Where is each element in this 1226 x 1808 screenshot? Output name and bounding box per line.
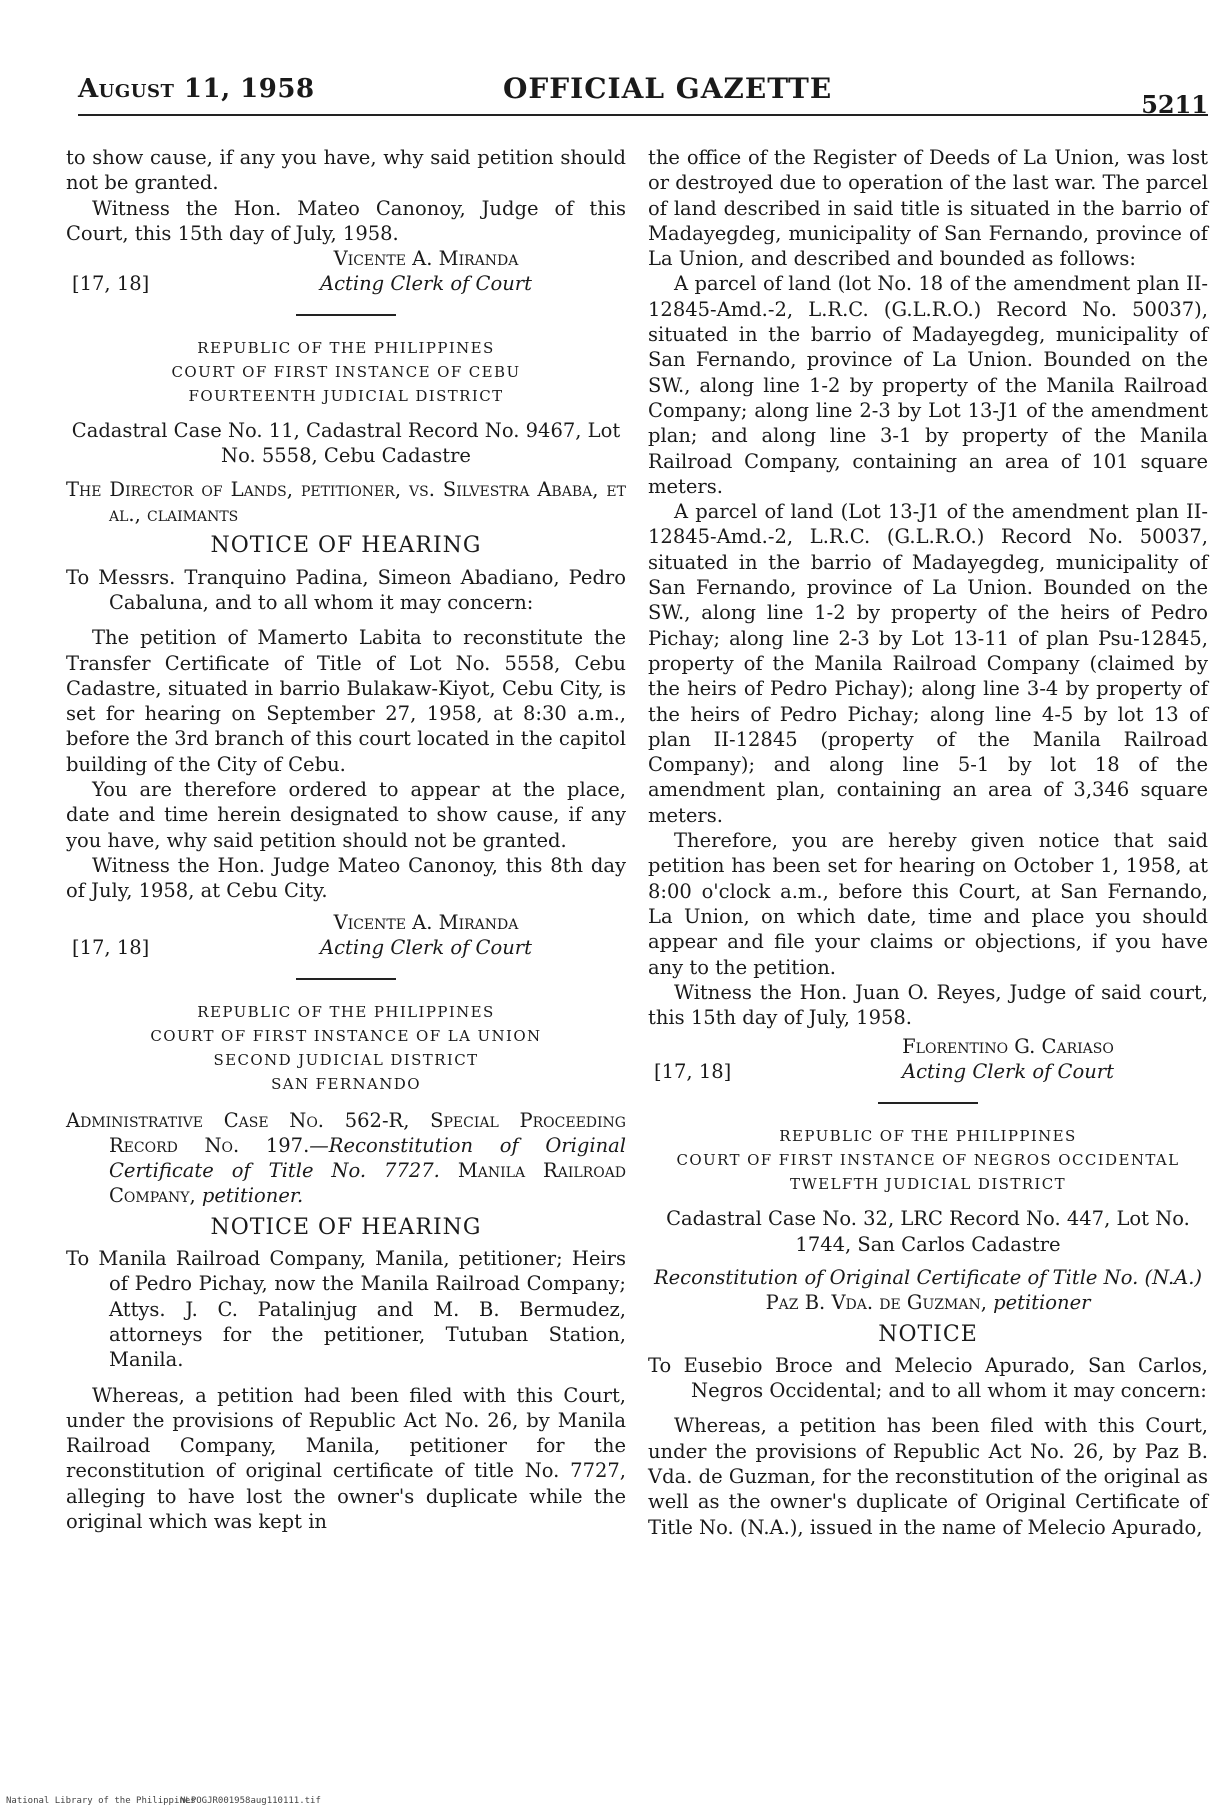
continuation-text: the office of the Register of Deeds of La Union, was lost or destroyed due to operation of the last war. The parcel of land described in said title is situated in the barrio of Madayegdeg, municipality of San Fernando, province of La Union, and described and bounded as follows: — [648, 146, 1208, 271]
clerk-title: Acting Clerk of Court — [320, 272, 532, 296]
addressees: To Messrs. Tranquino Padina, Simeon Abadiano, Pedro Cabaluna, and to all whom it may concern: — [66, 565, 626, 614]
notice-negros — [648, 1124, 1208, 1540]
clerk-title: Acting Clerk of Court — [902, 1060, 1114, 1084]
notice-cebu — [66, 336, 626, 961]
witness-clause: Witness the Hon. Judge Mateo Canonoy, this 8th day of July, 1958, at Cebu City. — [66, 853, 626, 903]
section-divider — [296, 314, 396, 316]
case-number: Administrative Case No. 562-R, Special Proceeding Record No. 197. — [66, 1108, 626, 1157]
case-title: Cadastral Case No. 32, LRC Record No. 447, Lot No. 1744, San Carlos Cadastre — [666, 1207, 1190, 1256]
footer-filename: NLPOGJR001958aug110111.tif — [180, 1796, 321, 1806]
court-line: FOURTEENTH JUDICIAL DISTRICT — [188, 387, 504, 406]
court-line: TWELFTH JUDICIAL DISTRICT — [789, 1175, 1067, 1194]
issue-ref: [17, 18] — [654, 1060, 732, 1084]
court-line: REPUBLIC OF THE PHILIPPINES — [779, 1127, 1077, 1146]
notice-heading: NOTICE — [878, 1321, 978, 1347]
court-line: SAN FERNANDO — [271, 1074, 421, 1093]
clerk-name: Florentino G. Cariaso — [902, 1035, 1114, 1059]
case-subject: Reconstitution of Original Certificate of Title No. (N.A.) — [653, 1265, 1203, 1289]
court-heading — [66, 336, 626, 408]
section-divider — [878, 1102, 978, 1104]
case-party: Paz B. Vda. de Guzman, — [765, 1291, 987, 1315]
court-line: COURT OF FIRST INSTANCE OF LA UNION — [150, 1026, 542, 1045]
right-column — [648, 145, 1208, 1540]
court-heading — [66, 1000, 626, 1096]
notice-paragraph: Therefore, you are hereby given notice that said petition has been set for hearing on October 1, 1958, at 8:00 o'clock a.m., before this Court, at San Fernando, La Union, on which date, time and place you should appear and file your claims or objections, if you have any to the petition. — [648, 829, 1208, 979]
continuation-text: to show cause, if any you have, why said petition should not be granted. — [66, 146, 626, 195]
notice-heading: NOTICE OF HEARING — [210, 1214, 482, 1240]
issue-ref: [17, 18] — [72, 272, 150, 296]
section-divider — [296, 978, 396, 980]
notice-paragraph: Whereas, a petition has been filed with this Court, under the provisions of Republic Act No. 26, by Paz B. Vda. de Guzman, for the reconstitution of the original as well as the owner's duplicate of Original Certificate of Title No. (N.A.), issued in the name of Melecio Apurado, — [648, 1414, 1208, 1539]
signature-block — [66, 246, 626, 298]
left-column — [66, 145, 626, 1534]
footer-library: National Library of the Philippines — [6, 1796, 196, 1806]
court-line: REPUBLIC OF THE PHILIPPINES — [197, 339, 495, 358]
notice-paragraph: You are therefore ordered to appear at the place, date and time herein designated to show cause, if any you have, why said petition should not be granted. — [66, 778, 626, 852]
parcel-description: A parcel of land (lot No. 18 of the amendment plan II-12845-Amd.-2, L.R.C. (G.L.R.O.) Record No. 50037), situated in the barrio of Madayegdeg, municipality of San Fernando, province of La Union. Bounded on the SW., along line 1-2 by property of the Manila Railroad Company; along line 2-3 by Lot 13-J1 of the amendment plan; and along line 3-1 by property of the Manila Railroad Company, containing an area of 101 square meters. — [648, 272, 1208, 498]
case-title: Cadastral Case No. 11, Cadastral Record No. 9467, Lot No. 5558, Cebu Cadastre — [71, 419, 621, 468]
court-line: SECOND JUDICIAL DISTRICT — [213, 1050, 479, 1069]
addressees: To Eusebio Broce and Melecio Apurado, San Carlos, Negros Occidental; and to all whom it may concern: — [648, 1353, 1208, 1403]
court-line: COURT OF FIRST INSTANCE OF CEBU — [171, 363, 521, 382]
court-line: REPUBLIC OF THE PHILIPPINES — [197, 1002, 495, 1021]
issue-ref: [17, 18] — [72, 935, 150, 959]
signature-block — [66, 910, 626, 962]
notice-la-union — [66, 1000, 626, 1535]
court-heading — [648, 1124, 1208, 1196]
case-subtitle — [648, 1265, 1208, 1316]
header-rule — [78, 114, 1208, 116]
notice-paragraph: Whereas, a petition had been filed with this Court, under the provisions of Republic Act No. 26, by Manila Railroad Company, Manila, petitioner for the reconstitution of original certificate of title No. 7727, alleging to have lost the owner's duplicate while the original which was kept in — [66, 1383, 626, 1533]
addressees: To Manila Railroad Company, Manila, petitioner; Heirs of Pedro Pichay, now the Manila Railroad Company; Attys. J. C. Patalinjug and M. B. Bermudez, attorneys for the petitioner, Tutuban Station, Manila. — [66, 1247, 626, 1372]
court-line: COURT OF FIRST INSTANCE OF NEGROS OCCIDENTAL — [676, 1151, 1180, 1170]
case-subject: —Reconstitution of Original Certificate of Title No. 7727. — [109, 1133, 626, 1183]
signature-block — [648, 1034, 1208, 1086]
case-parties: The Director of Lands, petitioner, vs. Silvestra Ababa, et al., claimants — [66, 477, 626, 527]
page-header — [78, 70, 1208, 120]
witness-clause: Witness the Hon. Juan O. Reyes, Judge of said court, this 15th day of July, 1958. — [648, 980, 1208, 1030]
case-party: Manila Railroad Company, — [109, 1159, 627, 1208]
clerk-name: Vicente A. Miranda — [333, 247, 519, 271]
witness-clause: Witness the Hon. Mateo Canonoy, Judge of this Court, this 15th day of July, 1958. — [66, 196, 626, 245]
case-role: petitioner. — [195, 1184, 304, 1208]
clerk-name: Vicente A. Miranda — [333, 910, 519, 934]
case-title — [66, 1108, 626, 1209]
issue-date: August 11, 1958 — [78, 74, 315, 104]
notice-paragraph: The petition of Mamerto Labita to reconstitute the Transfer Certificate of Title of Lot No. 5558, Cebu Cadastre, situated in barrio Bulakaw-Kiyot, Cebu City, is set for hearing on September 27, 1958, at 8:30 a.m., before the 3rd branch of this court located in the capitol building of the City of Cebu. — [66, 626, 626, 776]
clerk-title: Acting Clerk of Court — [320, 935, 532, 959]
parcel-description: A parcel of land (Lot 13-J1 of the amendment plan II-12845-Amd.-2, L.R.C. (G.L.R.O.) Record No. 50037, situated in the barrio of Madayegdeg, municipality of San Fernando, province of La Union. Bounded on the SW., along line 1-2 by property of the heirs of Pedro Pichay; along line 2-3 by Lot 13-11 of plan Psu-12845, property of the Manila Railroad Company (claimed by the heirs of Pedro Pichay); along line 3-4 by property of the heirs of Pedro Pichay; along line 4-5 by lot 13 of plan II-12845 (property of the Manila Railroad Company); and along line 5-1 by lot 18 of the amendment plan, containing an area of 3,346 square meters. — [648, 500, 1208, 827]
publication-title: OFFICIAL GAZETTE — [503, 72, 833, 105]
case-role: petitioner — [986, 1291, 1091, 1315]
page-number: 5211 — [1141, 90, 1208, 119]
notice-heading: NOTICE OF HEARING — [210, 533, 482, 559]
